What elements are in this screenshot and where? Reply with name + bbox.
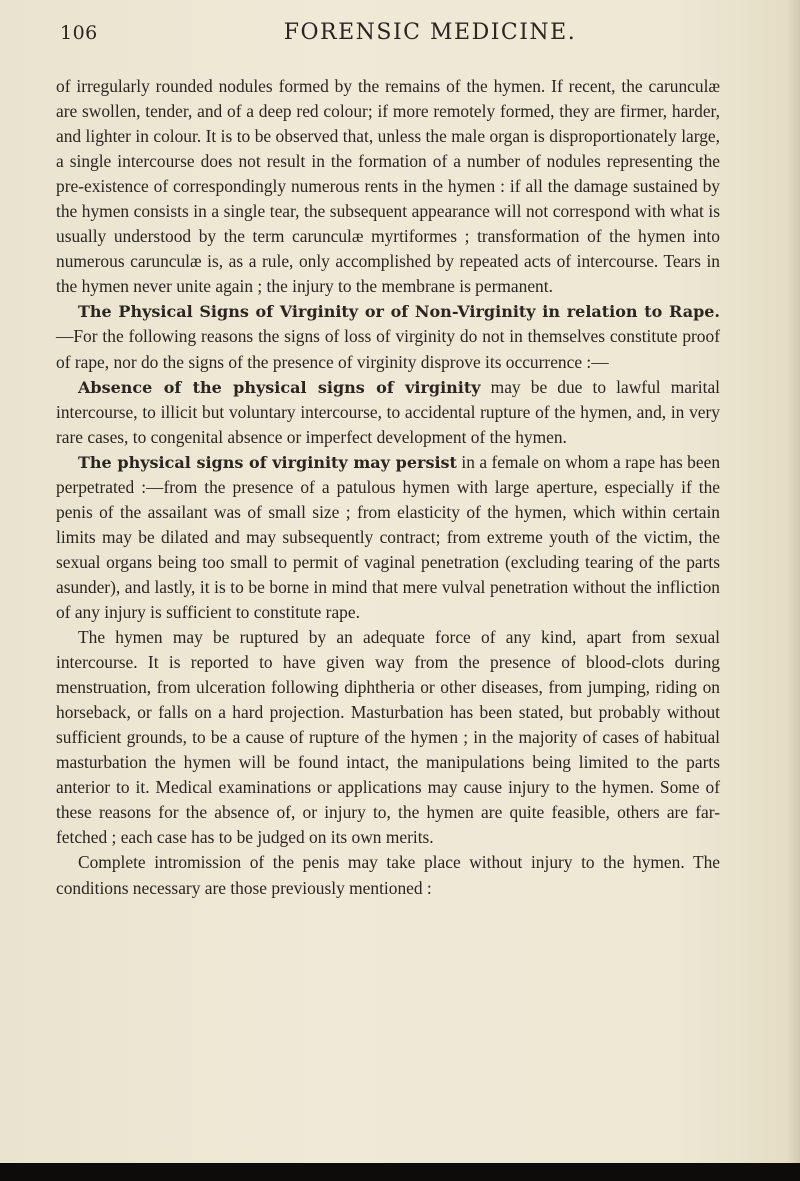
running-head: FORENSIC MEDICINE. [283,20,577,45]
page-number: 106 [60,22,98,44]
paragraph-text: may be due to lawful marital intercourse, to illicit but voluntary intercourse, to accidental rupture of the hymen, and, in very rare cases, to congenital absence or imperfect development of the hymen. [56,376,720,447]
scan-bottom-bar [0,1163,800,1181]
paragraph-complete-intromission: Complete intromission of the penis may take place without injury to the hymen. The conditions necessary are those previously mentioned : [56,852,720,898]
paragraph-signs-virginity-rape [56,299,720,374]
page-header [60,14,760,54]
paragraph-text: —For the following reasons the signs of loss of virginity do not in themselves constitute proof of rape, nor do the signs of the presence of virginity disprove its occurrence :— [56,326,720,372]
body-text [56,74,720,901]
paragraph-text: in a female on whom a rape has been perpetrated :—from the presence of a patulous hymen with large aperture, especially if the penis of the assailant was of small size ; from elasticity of the hymen, which within certain limits may be dilated and may subsequently contract; from extreme youth of the victim, the sexual organs being too small to permit of vaginal penetration (excluding tearing of the parts asunder), and lastly, it is to be borne in mind that mere vulval penetration without the infliction of any injury is sufficient to constitute rape. [56,451,721,622]
paragraph-signs-persist [56,450,720,625]
run-in-heading: The physical signs of virginity may persist [78,452,457,472]
page-edge-shadow [786,0,800,1181]
run-in-heading: Absence of the physical signs of virginity [78,377,481,397]
paragraph-carunculae: of irregularly rounded nodules formed by the remains of the hymen. If recent, the carunculæ are swollen, tender, and of a deep red colour; if more remotely formed, they are firmer, harder, and lighter in colour. It is to be observed that, unless the male organ is disproportionately large, a single intercourse does not result in the formation of a number of nodules representing the pre-existence of correspondingly numerous rents in the hymen : if all the damage sustained by the hymen consists in a single tear, the subsequent appearance will not correspond with what is usually understood by the term carunculæ myrtiformes ; transformation of the hymen into numerous carunculæ is, as a rule, only accomplished by repeated acts of intercourse. Tears in the hymen never unite again ; the injury to the membrane is permanent. [56,76,720,297]
paragraph-absence-signs [56,375,720,450]
paragraph-hymen-ruptured: The hymen may be ruptured by an adequate force of any kind, apart from sexual intercourse. It is reported to have given way from the presence of blood-clots during menstruation, from ulceration following diphtheria or other diseases, from jumping, riding on horseback, or falls on a hard projection. Masturbation has been stated, but probably without sufficient grounds, to be a cause of rupture of the hymen ; in the majority of cases of habitual masturbation the hymen will be found intact, the manipulations being limited to the parts anterior to it. Medical examinations or applications may cause injury to the hymen. Some of these reasons for the absence of, or injury to, the hymen are quite feasible, others are far-fetched ; each case has to be judged on its own merits. [56,627,720,848]
section-heading: The Physical Signs of Virginity or of Non-Virginity in relation to Rape. [78,302,720,322]
